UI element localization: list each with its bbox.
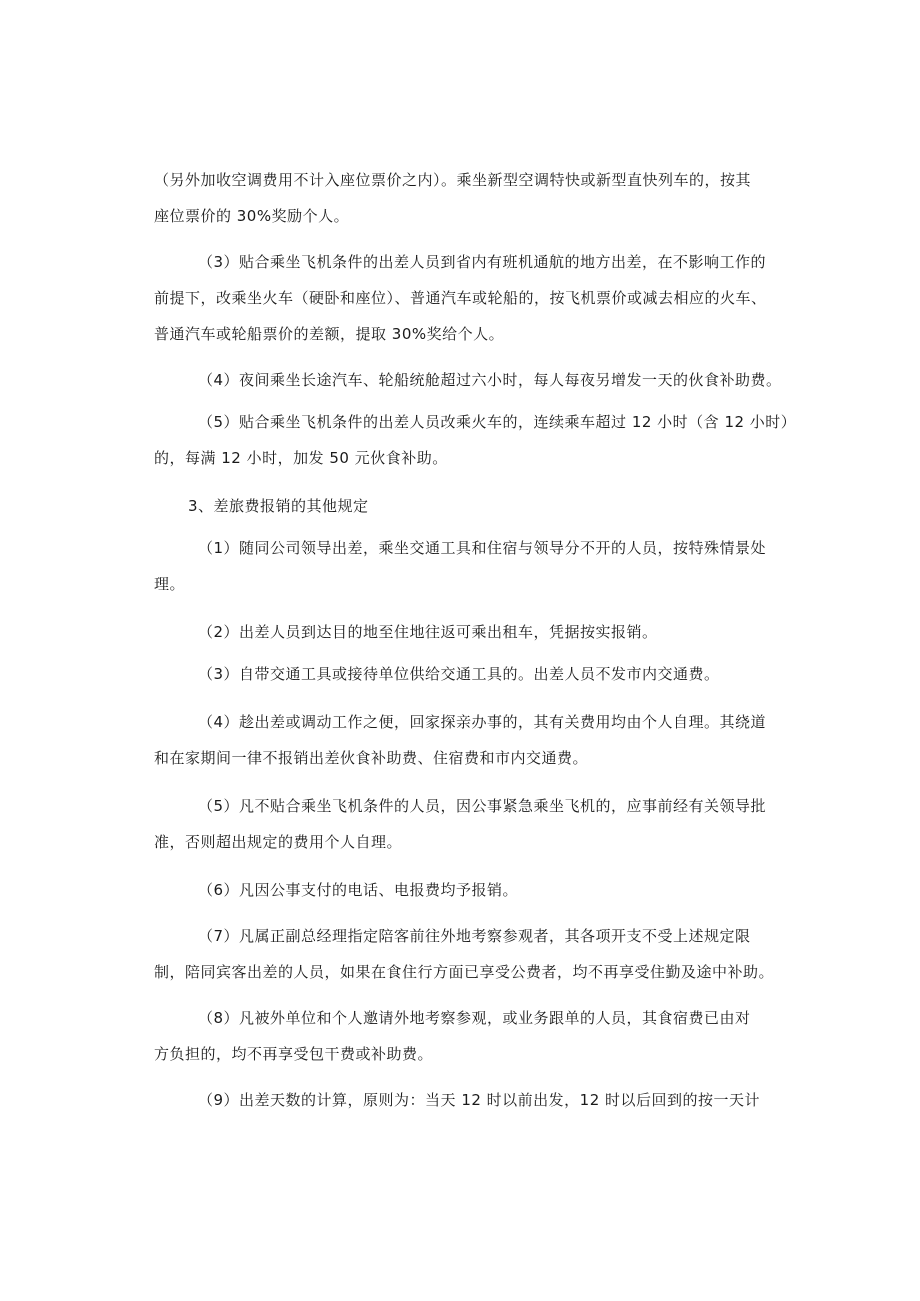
text-line: （4）趁出差或调动工作之便，回家探亲办事的，其有关费用均由个人自理。其绕道 <box>198 713 767 731</box>
text-line: 3、差旅费报销的其他规定 <box>188 497 369 515</box>
text-line: 方负担的，均不再享受包干费或补助费。 <box>154 1045 434 1063</box>
paragraph-rule-1 <box>154 530 766 602</box>
paragraph-rule-9 <box>198 1082 760 1118</box>
text-line: 前提下，改乘坐火车（硬卧和座位）、普通汽车或轮船的，按飞机票价或减去相应的火车、 <box>154 289 767 307</box>
paragraph-rule-8 <box>154 1000 751 1072</box>
text-line: （5）凡不贴合乘坐飞机条件的人员，因公事紧急乘坐飞机的，应事前经有关领导批 <box>198 797 767 815</box>
paragraph-item-5-train <box>154 404 796 476</box>
section-heading-other-rules <box>188 488 369 524</box>
paragraph-item-4-night-travel <box>198 362 782 398</box>
text-line: （7）凡属正副总经理指定陪客前往外地考察参观者，其各项开支不受上述规定限 <box>198 927 751 945</box>
text-line: （8）凡被外单位和个人邀请外地考察参观，或业务跟单的人员，其食宿费已由对 <box>198 1009 751 1027</box>
text-line: （另外加收空调费用不计入座位票价之内）。乘坐新型空调特快或新型直快列车的，按其 <box>154 171 752 189</box>
paragraph-rule-4 <box>154 704 766 776</box>
paragraph-rule-3 <box>198 656 720 692</box>
paragraph-item-3-airfare <box>154 244 767 352</box>
text-line: 准，否则超出规定的费用个人自理。 <box>154 833 403 851</box>
paragraph-rule-5 <box>154 788 766 860</box>
text-line: （5）贴合乘坐飞机条件的出差人员改乘火车的，连续乘车超过 12 小时（含 12 小时） <box>198 413 797 431</box>
paragraph-rule-7 <box>154 918 774 990</box>
text-line: （6）凡因公事支付的电话、电报费均予报销。 <box>198 881 519 899</box>
text-line: 的，每满 12 小时，加发 50 元伙食补助。 <box>154 449 448 467</box>
text-line: 座位票价的 30%奖励个人。 <box>154 207 350 225</box>
text-line: 理。 <box>154 575 186 593</box>
paragraph-continuation <box>154 162 751 234</box>
text-line: （1）随同公司领导出差，乘坐交通工具和住宿与领导分不开的人员，按特殊情景处 <box>198 539 767 557</box>
paragraph-rule-2 <box>198 614 658 650</box>
text-line: 制，陪同宾客出差的人员，如果在食住行方面已享受公费者，均不再享受住勤及途中补助。 <box>154 963 775 981</box>
text-line: （2）出差人员到达目的地至住地往返可乘出租车，凭据按实报销。 <box>198 623 658 641</box>
text-line: （4）夜间乘坐长途汽车、轮船统舱超过六小时，每人每夜另增发一天的伙食补助费。 <box>198 371 782 389</box>
text-line: （9）出差天数的计算，原则为：当天 12 时以前出发，12 时以后回到的按一天计 <box>198 1091 761 1109</box>
text-line: 普通汽车或轮船票价的差额，提取 30%奖给个人。 <box>154 325 505 343</box>
text-line: （3）自带交通工具或接待单位供给交通工具的。出差人员不发市内交通费。 <box>198 665 720 683</box>
paragraph-rule-6 <box>198 872 518 908</box>
text-line: 和在家期间一律不报销出差伙食补助费、住宿费和市内交通费。 <box>154 749 589 767</box>
text-line: （3）贴合乘坐飞机条件的出差人员到省内有班机通航的地方出差，在不影响工作的 <box>198 253 767 271</box>
